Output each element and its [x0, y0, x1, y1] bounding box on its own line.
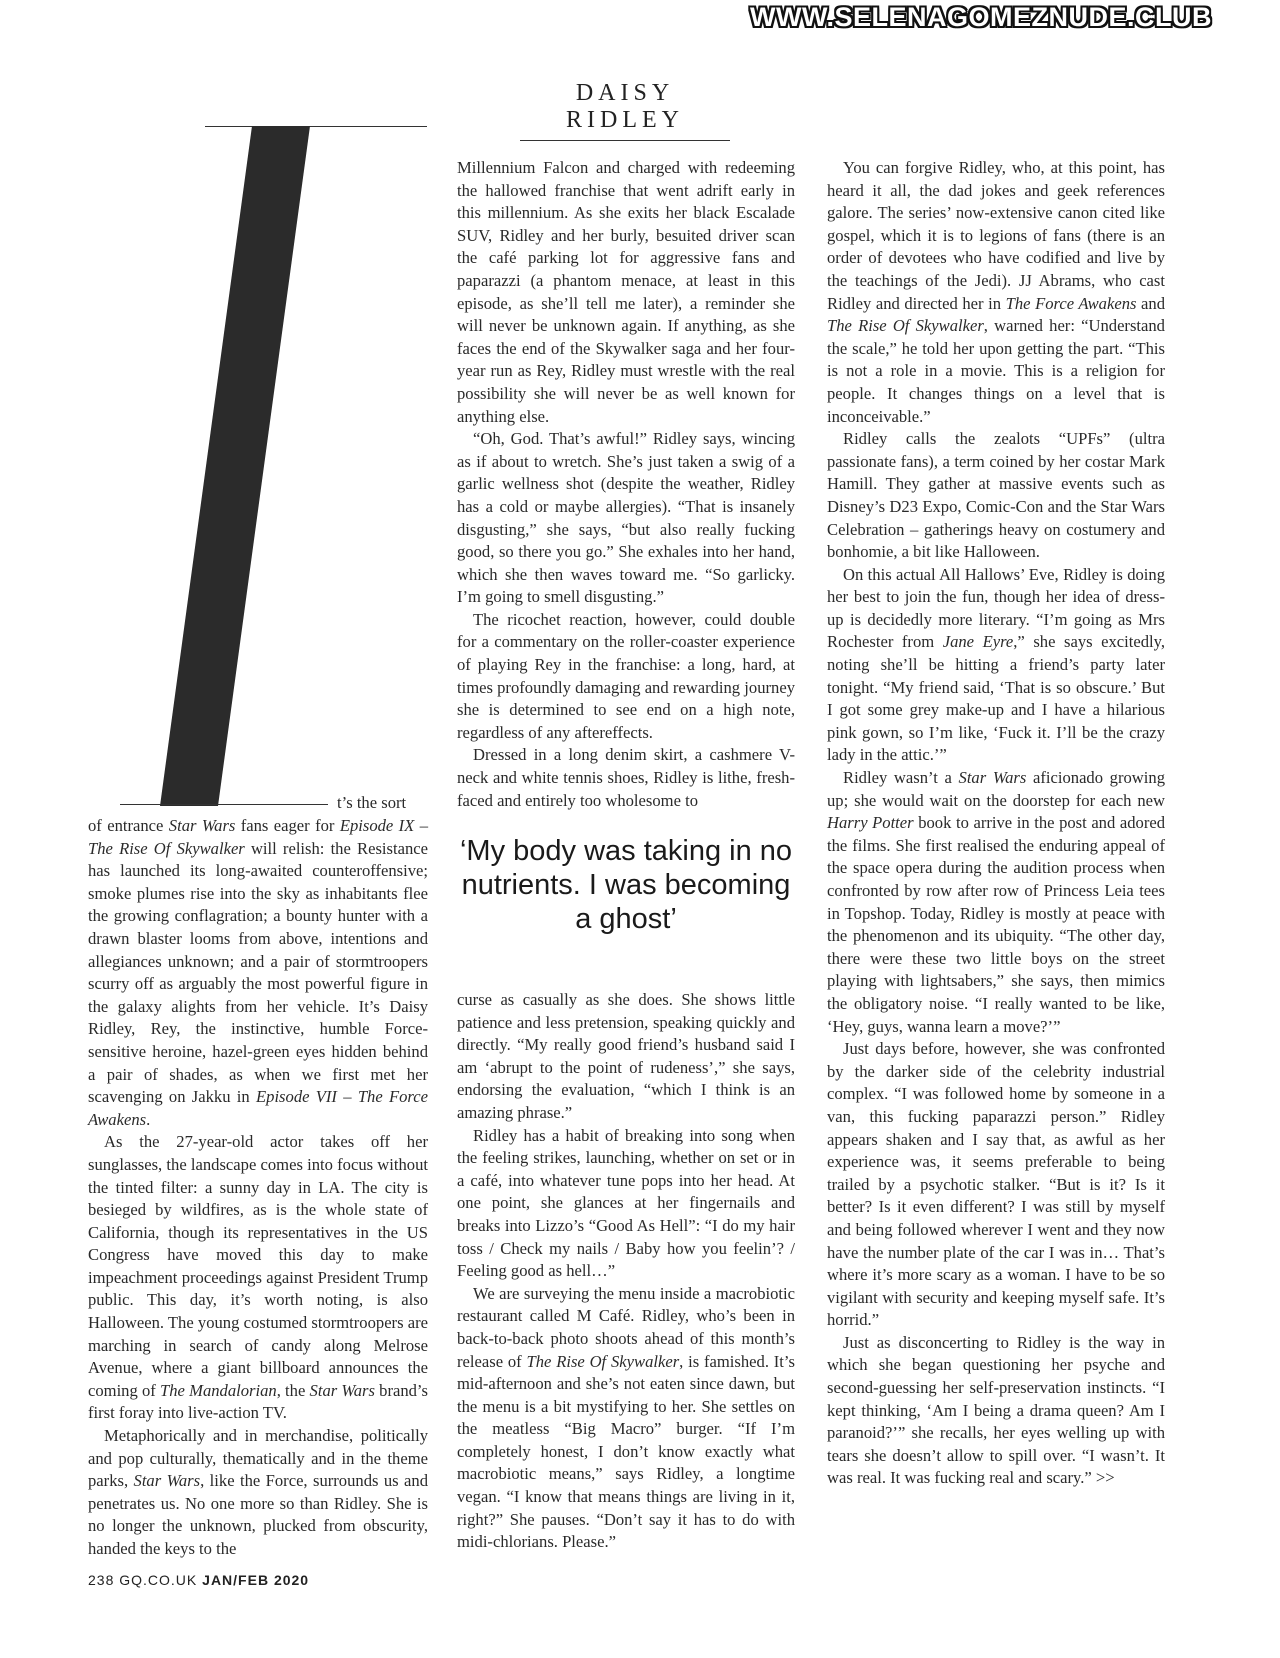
- paragraph: Ridley has a habit of breaking into song when the feeling strikes, launching, whether on set or in a café, into whatever tune pops into her head. At one point, she glances at her fingernails and breaks into Lizzo’s “Good As Hell”: “I do my hair toss / Check my nails / Baby how you feelin’? / Feeling good as hell…”: [457, 1125, 795, 1281]
- paragraph: You can forgive Ridley, who, at this point, has heard it all, the dad jokes and geek references galore. The series’ now-extensive canon cited like gospel, which it is to legions of fans (there is an order of devotees who have codified and live by the teachings of the Jedi). JJ Abrams, who cast Ridley and directed her in The Force Awakens and The Rise Of Skywalker, warned her: “Understand the scale,” he told her upon getting the part. “This is not a role in a movie. This is a religion for people. It changes things on a level that is inconceivable.”: [827, 158, 1166, 426]
- paragraph: Ridley calls the zealots “UPFs” (ultra passionate fans), a term coined by her costar Mark Hamill. They gather at massive events such as Disney’s D23 Expo, Comic-Con and the Star Wars Celebration – gatherings heavy on costumery and bonhomie, a bit like Halloween.: [827, 429, 1165, 562]
- paragraph: “Oh, God. That’s awful!” Ridley says, wincing as if about to wretch. She’s just taken a swig of a garlic wellness shot (despite the weather, Ridley has a cold or maybe allergies). “That is insanely disgusting,” she says, “but also really fucking good, so there you go.” She exhales into her hand, which she then waves toward me. “So garlicky. I’m going to smell disgusting.”: [457, 429, 795, 607]
- paragraph: On this actual All Hallows’ Eve, Ridley is doing her best to join the fun, though her idea of dress-up is decidedly more literary. “I’m going as Mrs Rochester from Jane Eyre,” she says excitedly, noting she’ll be hitting a friend’s party later tonight. “My friend said, ‘That is so obscure.’ But I got some grey make-up and I have a hilarious pink gown, so I’m like, ‘Fuck it. I’ll be the crazy lady in the attic.’”: [827, 564, 1166, 765]
- lead-text: t’s the sort: [337, 793, 407, 812]
- paragraph: Metaphorically and in merchandise, politically and pop culturally, thematically and in the theme parks, Star Wars, like the Force, surrounds us and penetrates us. No one more so than Ridley. She is no longer the unknown, plucked from obscurity, handed the keys to the: [88, 1426, 428, 1558]
- page-number: 238: [88, 1572, 115, 1588]
- column-2-top: [457, 157, 795, 812]
- paragraph: Dressed in a long denim skirt, a cashmere V-neck and white tennis shoes, Ridley is lithe, fresh-faced and entirely too wholesome to: [457, 745, 795, 810]
- folio: [88, 1572, 309, 1588]
- pull-quote: ‘My body was taking in no nutrients. I was becoming a ghost’: [459, 835, 793, 935]
- paragraph: of entrance Star Wars fans eager for Episode IX – The Rise Of Skywalker will relish: the Resistance has launched its long-awaited counteroffensive; smoke plumes rise into the sky as inhabitants flee the growing conflagration; a bounty hunter with a drawn blaster looms from above, intentions and allegiances unknown; and a pair of stormtroopers scurry off as arguably the most powerful figure in the galaxy alights from her vehicle. It’s Daisy Ridley, Rey, the instinctive, humble Force-sensitive heroine, hazel-green eyes hidden behind a pair of shades, as when we first met her scavenging on Jakku in Episode VII – The Force Awakens.: [88, 816, 429, 1129]
- watermark: WWW.SELENAGOMEZNUDE.CLUB: [750, 2, 1212, 32]
- dropcap-rule-bottom: [120, 804, 328, 805]
- column-1: [88, 815, 428, 1561]
- paragraph: Just days before, however, she was confronted by the darker side of the celebrity industrial complex. “I was followed home by someone in a van, this fucking paparazzi person.” Ridley appears shaken and I say that, as awful as her experience was, it seems preferable to being trailed by a psychotic stalker. “But is it? Is it better? Is it even different? I was still by myself and being followed wherever I went and they now have the number plate of the car I was in… That’s where it’s more scary as a woman. I have to be so vigilant with security and keeping myself safe. It’s horrid.”: [827, 1039, 1165, 1330]
- paragraph: As the 27-year-old actor takes off her sunglasses, the landscape comes into focus without the tinted filter: a sunny day in LA. The city is besieged by wildfires, as is the whole state of California, though its representatives in the US Congress have moved this day to make impeachment proceedings against President Trump public. This day, it’s worth noting, is also Halloween. The young costumed stormtroopers are marching in search of candy along Melrose Avenue, where a giant billboard announces the coming of The Mandalorian, the Star Wars brand’s first foray into live-action TV.: [88, 1132, 428, 1423]
- column-2-bottom: [457, 989, 795, 1554]
- paragraph: Ridley wasn’t a Star Wars aficionado growing up; she would wait on the doorstep for each new Harry Potter book to arrive in the post and adored the films. She first realised the enduring appeal of the space opera during the audition process when confronted by row after row of Princess Leia tees in Topshop. Today, Ridley is mostly at peace with the phenomenon and its ubiquity. “The other day, there were these two little boys on the street playing with lightsabers,” she says, then mimics the obligatory noise. “I really wanted to be like, ‘Hey, guys, wanna learn a move?’”: [827, 768, 1166, 1036]
- running-head: DAISY RIDLEY: [520, 80, 730, 141]
- paragraph: Millennium Falcon and charged with redeeming the hallowed franchise that went adrift early in this millennium. As she exits her black Escalade SUV, Ridley and her burly, besuited driver scan the café parking lot for aggressive fans and paparazzi (a phantom menace, at least in this episode, as she’ll tell me later), a reminder she will never be unknown again. If anything, as she faces the end of the Skywalker saga and her four-year run as Rey, Ridley must wrestle with the real possibility she will never be as well known for anything else.: [457, 158, 795, 426]
- dropcap-i-stroke: [160, 126, 310, 806]
- paragraph: curse as casually as she does. She shows little patience and less pretension, speaking quickly and directly. “My really good friend’s husband said I am ‘abrupt to the point of rudeness’,” she says, endorsing the evaluation, “which I think is an amazing phrase.”: [457, 990, 795, 1122]
- paragraph: The ricochet reaction, however, could double for a commentary on the roller-coaster experience of playing Rey in the franchise: a long, hard, at times profoundly damaging and rewarding journey she is determined to see end on a high note, regardless of any aftereffects.: [457, 609, 795, 742]
- paragraph: Just as disconcerting to Ridley is the way in which she began questioning her psyche and second-guessing her self-preservation instincts. “I kept thinking, ‘Am I being a drama queen? Am I paranoid?’” she recalls, her eyes welling up with tears she doesn’t allow to spill over. “I wasn’t. It was real. It was fucking real and scary.” >>: [827, 1332, 1165, 1488]
- column-3: [827, 157, 1165, 1490]
- dropcap-letter-i: [160, 126, 320, 806]
- site-name: GQ.CO.UK: [119, 1572, 198, 1588]
- paragraph: We are surveying the menu inside a macrobiotic restaurant called M Café. Ridley, who’s been in back-to-back photo shoots ahead of this month’s release of The Rise Of Skywalker, is famished. It’s mid-afternoon and she’s not eaten since dawn, but the menu is a bit mystifying to her. She settles on the meatless “Big Macro” burger. “If I’m completely honest, I don’t know exactly what macrobiotic means,” says Ridley, a longtime vegan. “I know that means things are living in it, right?” She pauses. “Don’t say it has to do with midi-chlorians. Please.”: [457, 1283, 795, 1552]
- issue-date: JAN/FEB 2020: [202, 1572, 310, 1588]
